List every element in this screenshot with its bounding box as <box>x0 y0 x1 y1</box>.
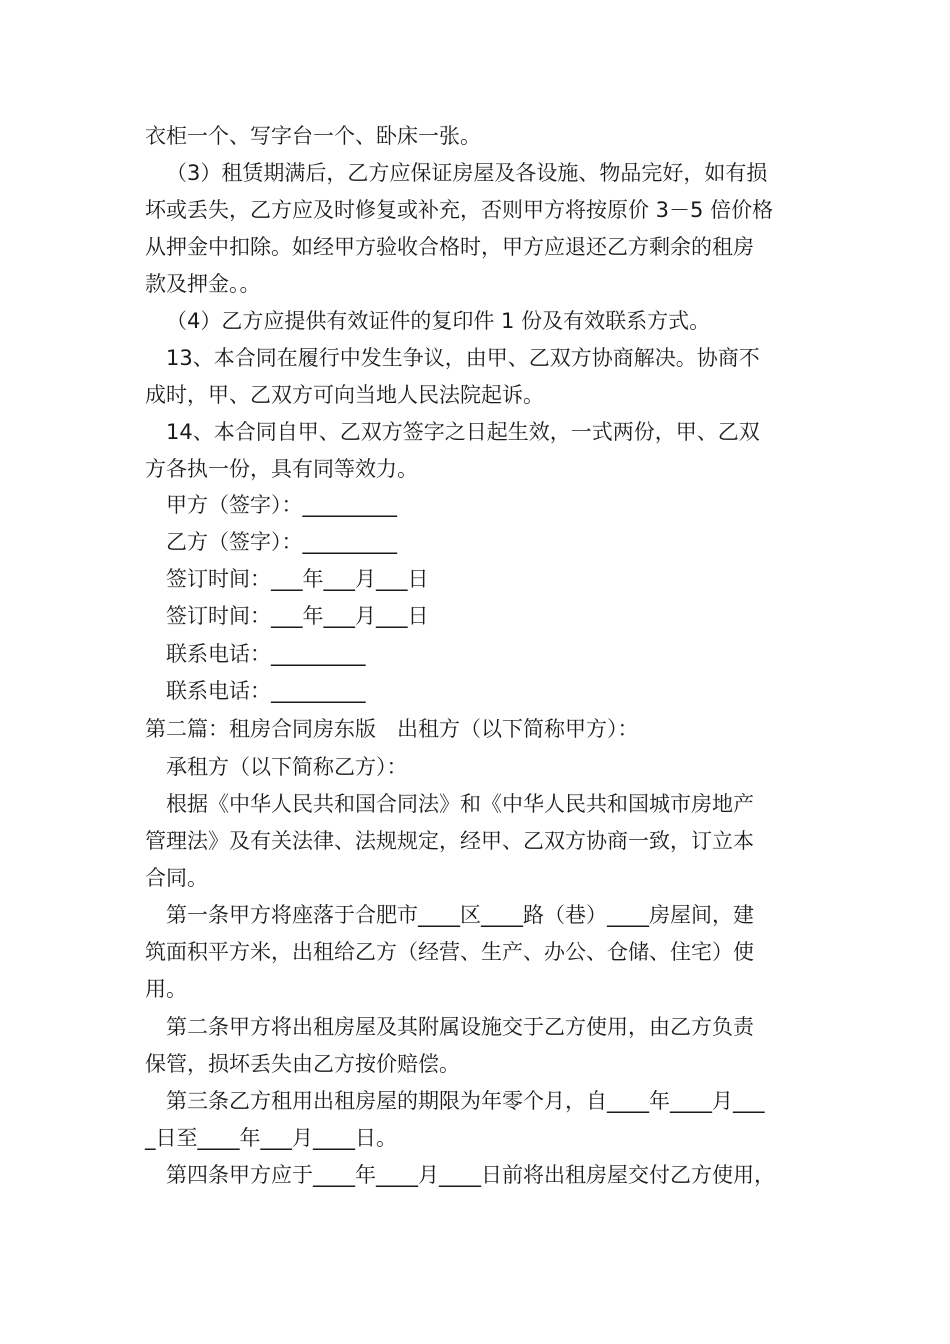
text-line: 成时，甲、乙双方可向当地人民法院起诉。 <box>145 383 544 407</box>
text-line: 承租方（以下简称乙方）： <box>166 755 408 779</box>
signature-line: 甲方（签字）：_________ <box>166 493 397 517</box>
text-line: 保管，损坏丢失由乙方按价赔偿。 <box>145 1052 460 1076</box>
text-line: 13、本合同在履行中发生争议，由甲、乙双方协商解决。协商不 <box>166 346 760 370</box>
date-line: 签订时间：___年___月___日 <box>166 567 429 591</box>
text-line: 款及押金。。 <box>145 272 261 296</box>
text-line: 根据《中华人民共和国合同法》和《中华人民共和国城市房地产 <box>166 792 754 816</box>
signature-line: 乙方（签字）：_________ <box>166 530 397 554</box>
date-line: 签订时间：___年___月___日 <box>166 604 429 628</box>
text-line: 方各执一份，具有同等效力。 <box>145 457 418 481</box>
phone-line: 联系电话：_________ <box>166 642 366 666</box>
phone-line: 联系电话：_________ <box>166 679 366 703</box>
text-line: 合同。 <box>145 866 208 890</box>
text-line: 第二条甲方将出租房屋及其附属设施交于乙方使用，由乙方负责 <box>166 1015 754 1039</box>
text-line: （3）租赁期满后，乙方应保证房屋及各设施、物品完好，如有损 <box>166 161 768 185</box>
text-line: 用。 <box>145 977 187 1001</box>
section-heading: 第二篇：租房合同房东版 出租方（以下简称甲方）： <box>145 717 639 741</box>
text-line: 筑面积平方米，出租给乙方（经营、生产、办公、仓储、住宅）使 <box>145 940 754 964</box>
text-line: （4）乙方应提供有效证件的复印件 1 份及有效联系方式。 <box>166 309 711 333</box>
text-line: 坏或丢失，乙方应及时修复或补充，否则甲方将按原价 3－5 倍价格 <box>145 198 774 222</box>
text-line: 从押金中扣除。如经甲方验收合格时，甲方应退还乙方剩余的租房 <box>145 235 754 259</box>
text-line: 管理法》及有关法律、法规规定，经甲、乙双方协商一致，订立本 <box>145 829 754 853</box>
text-line: 第一条甲方将座落于合肥市____区____路（巷）____房屋间，建 <box>166 903 754 927</box>
text-line: _日至____年___月____日。 <box>145 1126 397 1150</box>
text-line: 14、本合同自甲、乙双方签字之日起生效，一式两份，甲、乙双 <box>166 420 760 444</box>
text-line: 第四条甲方应于____年____月____日前将出租房屋交付乙方使用， <box>166 1163 775 1187</box>
text-line: 衣柜一个、写字台一个、卧床一张。 <box>145 124 481 148</box>
text-line: 第三条乙方租用出租房屋的期限为年零个月，自____年____月___ <box>166 1089 765 1113</box>
